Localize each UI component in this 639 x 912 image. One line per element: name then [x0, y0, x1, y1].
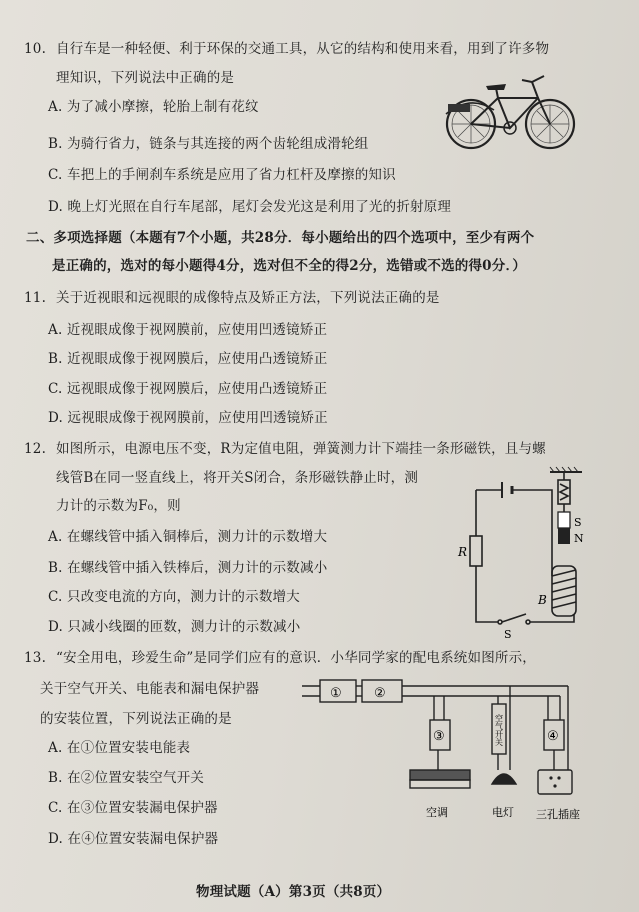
q11-stem: 关于近视眼和远视眼的成像特点及矫正方法，下列说法正确的是	[56, 290, 440, 306]
q11-option-a: A. 近视眼成像于视网膜前，应使用凹透镜矫正	[48, 322, 328, 338]
q12-resistor-label: R	[458, 545, 468, 559]
q13-number: 13.	[24, 650, 47, 666]
q11-number: 11.	[24, 290, 47, 306]
q13-option-b: B. 在②位置安装空气开关	[48, 770, 205, 786]
q12-option-d: D. 只减小线圈的匝数，测力计的示数减小	[48, 619, 301, 635]
q13-box2-label: ②	[374, 686, 386, 701]
q13-stem-line1: “安全用电，珍爱生命”是同学们应有的意识．小华同学家的配电系统如图所示，	[56, 650, 537, 666]
q12-stem-line3: 力计的示数为F₀，则	[56, 498, 181, 514]
q12-option-a: A. 在螺线管中插入铜棒后，测力计的示数增大	[48, 529, 328, 545]
q10-stem-line1: 自行车是一种轻便、利于环保的交通工具，从它的结构和使用来看，用到了许多物	[56, 41, 550, 57]
q11-option-b: B. 近视眼成像于视网膜后，应使用凸透镜矫正	[48, 351, 328, 367]
q13-option-a: A. 在①位置安装电能表	[48, 740, 191, 756]
section2-header-line2: 是正确的，选对的每小题得4分，选对但不全的得2分，选错或不选的得0分．）	[52, 258, 527, 274]
q10-option-a: A. 为了减小摩擦，轮胎上制有花纹	[48, 99, 259, 115]
q13-box4-label: ④	[547, 729, 559, 744]
q13-box3-label: ③	[433, 729, 445, 744]
q10-option-b: B. 为骑行省力，链条与其连接的两个齿轮组成滑轮组	[48, 136, 369, 152]
q13-socket-label: 三孔插座	[536, 808, 580, 821]
q12-stem-line1: 如图所示，电源电压不变，R为定值电阻，弹簧测力计下端挂一条形磁铁，且与螺	[56, 441, 546, 457]
q10-option-c: C. 车把上的手闸刹车系统是应用了省力杠杆及摩擦的知识	[48, 167, 396, 183]
q13-option-c: C. 在③位置安装漏电保护器	[48, 800, 218, 816]
q13-box1-label: ①	[330, 686, 342, 701]
q12-solenoid-label: B	[538, 593, 547, 607]
q10-option-d: D. 晚上灯光照在自行车尾部，尾灯会发光这是利用了光的折射原理	[48, 199, 452, 215]
q12-stem-line2: 线管B在同一竖直线上，将开关S闭合，条形磁铁静止时，测	[56, 470, 419, 486]
power-distribution-figure	[298, 674, 608, 834]
q12-option-b: B. 在螺线管中插入铁棒后，测力计的示数减小	[48, 560, 328, 576]
solenoid-circuit-figure	[456, 466, 606, 646]
q13-air-switch-label: 空气开关	[494, 714, 504, 746]
page-footer: 物理试题（A）第3页（共8页）	[196, 884, 391, 900]
q12-magnet-s-label: S	[574, 516, 582, 529]
q13-ac-label: 空调	[426, 806, 448, 819]
q11-option-d: D. 远视眼成像于视网膜前，应使用凹透镜矫正	[48, 410, 328, 426]
q11-option-c: C. 远视眼成像于视网膜后，应使用凸透镜矫正	[48, 381, 328, 397]
q13-option-d: D. 在④位置安装漏电保护器	[48, 831, 219, 847]
bicycle-figure	[440, 68, 580, 152]
q12-option-c: C. 只改变电流的方向，测力计的示数增大	[48, 589, 300, 605]
solenoid-circuit-diagram	[456, 466, 606, 646]
q13-stem-line3: 的安装位置，下列说法正确的是	[40, 711, 232, 727]
q10-number: 10.	[24, 41, 47, 57]
q13-stem-line2: 关于空气开关、电能表和漏电保护器	[40, 681, 260, 697]
q10-stem-line2: 理知识，下列说法中正确的是	[56, 70, 235, 86]
power-distribution-diagram	[298, 674, 608, 834]
q13-lamp-label: 电灯	[492, 806, 514, 819]
bicycle-icon	[440, 68, 580, 152]
q12-number: 12.	[24, 441, 47, 457]
section2-header-line1: 二、多项选择题（本题有7个小题，共28分．每小题给出的四个选项中，至少有两个	[26, 230, 535, 246]
q12-switch-label: S	[504, 628, 512, 641]
q12-magnet-n-label: N	[574, 532, 584, 545]
